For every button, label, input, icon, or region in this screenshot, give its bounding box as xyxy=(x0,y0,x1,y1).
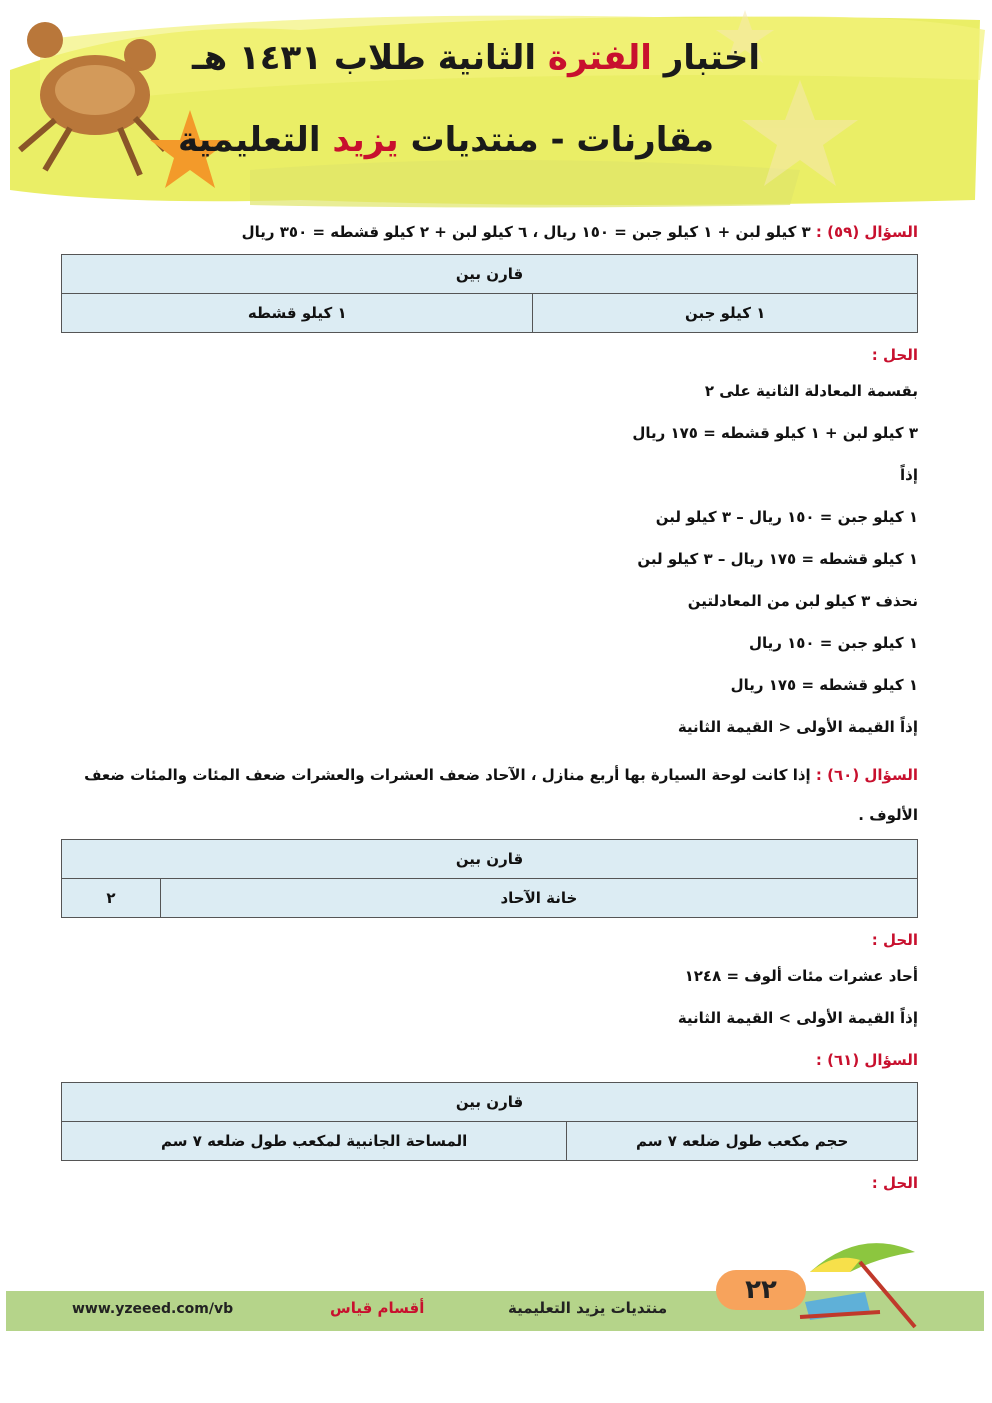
second-value: ٢ xyxy=(62,879,161,918)
beach-umbrella-icon xyxy=(790,1232,940,1332)
solution-label: الحل : xyxy=(871,1174,918,1192)
compare-table-60 xyxy=(61,839,918,918)
solution-line: إذاً xyxy=(900,466,918,484)
second-value: ١ كيلو قشطه xyxy=(62,294,533,333)
table-header: قارن بين xyxy=(62,840,918,879)
solution-label: الحل : xyxy=(871,346,918,364)
question-61: السؤال (٦١) : xyxy=(815,1051,918,1069)
main-content xyxy=(62,218,918,1205)
question-text: ٣ كيلو لبن + ١ كيلو جبن = ١٥٠ ريال ، ٦ كيلو لبن + ٢ كيلو قشطه = ٣٥٠ ريال xyxy=(241,223,811,241)
page-subtitle: مقارنات - منتديات يزيد التعليمية xyxy=(177,120,714,160)
table-header: قارن بين xyxy=(62,1083,918,1122)
solution-line: ١ كيلو قشطه = ١٧٥ ريال – ٣ كيلو لبن xyxy=(637,550,918,568)
header-banner xyxy=(0,0,992,210)
solution-line: بقسمة المعادلة الثانية على ٢ xyxy=(704,382,918,400)
compare-table-61 xyxy=(61,1082,918,1161)
banner-art xyxy=(0,0,992,210)
question-text: إذا كانت لوحة السيارة بها أربع منازل ، الآحاد ضعف العشرات والعشرات ضعف المئات والمئات ضعف الألوف . xyxy=(84,766,918,824)
footer-forum-name: منتديات يزيد التعليمية xyxy=(508,1299,668,1317)
solution-line: نحذف ٣ كيلو لبن من المعادلتين xyxy=(687,592,918,610)
solution-line: ١ كيلو جبن = ١٥٠ ريال – ٣ كيلو لبن xyxy=(655,508,918,526)
second-value: المساحة الجانبية لمكعب طول ضلعه ٧ سم xyxy=(62,1122,567,1161)
question-60 xyxy=(62,755,918,835)
question-label: السؤال (٥٩) : xyxy=(815,223,918,241)
compare-table-59 xyxy=(61,254,918,333)
footer-url[interactable]: www.yzeeed.com/vb xyxy=(72,1301,234,1317)
first-value: خانة الآحاد xyxy=(160,879,917,918)
question-label: السؤال (٦٠) : xyxy=(815,766,918,784)
page-number: ٢٢ xyxy=(716,1270,806,1310)
first-value: ١ كيلو جبن xyxy=(533,294,918,333)
first-value: حجم مكعب طول ضلعه ٧ سم xyxy=(567,1122,918,1161)
question-59 xyxy=(62,218,918,254)
footer-section: أقسام قياس xyxy=(330,1299,425,1317)
solution-line: إذاً القيمة الأولى < القيمة الثانية xyxy=(677,718,918,736)
solution-line: ١ كيلو قشطه = ١٧٥ ريال xyxy=(730,676,918,694)
solution-label: الحل : xyxy=(871,931,918,949)
table-header: قارن بين xyxy=(62,255,918,294)
solution-line: ٣ كيلو لبن + ١ كيلو قشطه = ١٧٥ ريال xyxy=(632,424,918,442)
solution-line: ١ كيلو جبن = ١٥٠ ريال xyxy=(748,634,918,652)
solution-line: أحاد عشرات مئات ألوف = ١٢٤٨ xyxy=(684,967,918,985)
page-title: اختبار الفترة الثانية طلاب ١٤٣١ هـ xyxy=(191,38,760,78)
solution-line: إذاً القيمة الأولى > القيمة الثانية xyxy=(677,1009,918,1027)
